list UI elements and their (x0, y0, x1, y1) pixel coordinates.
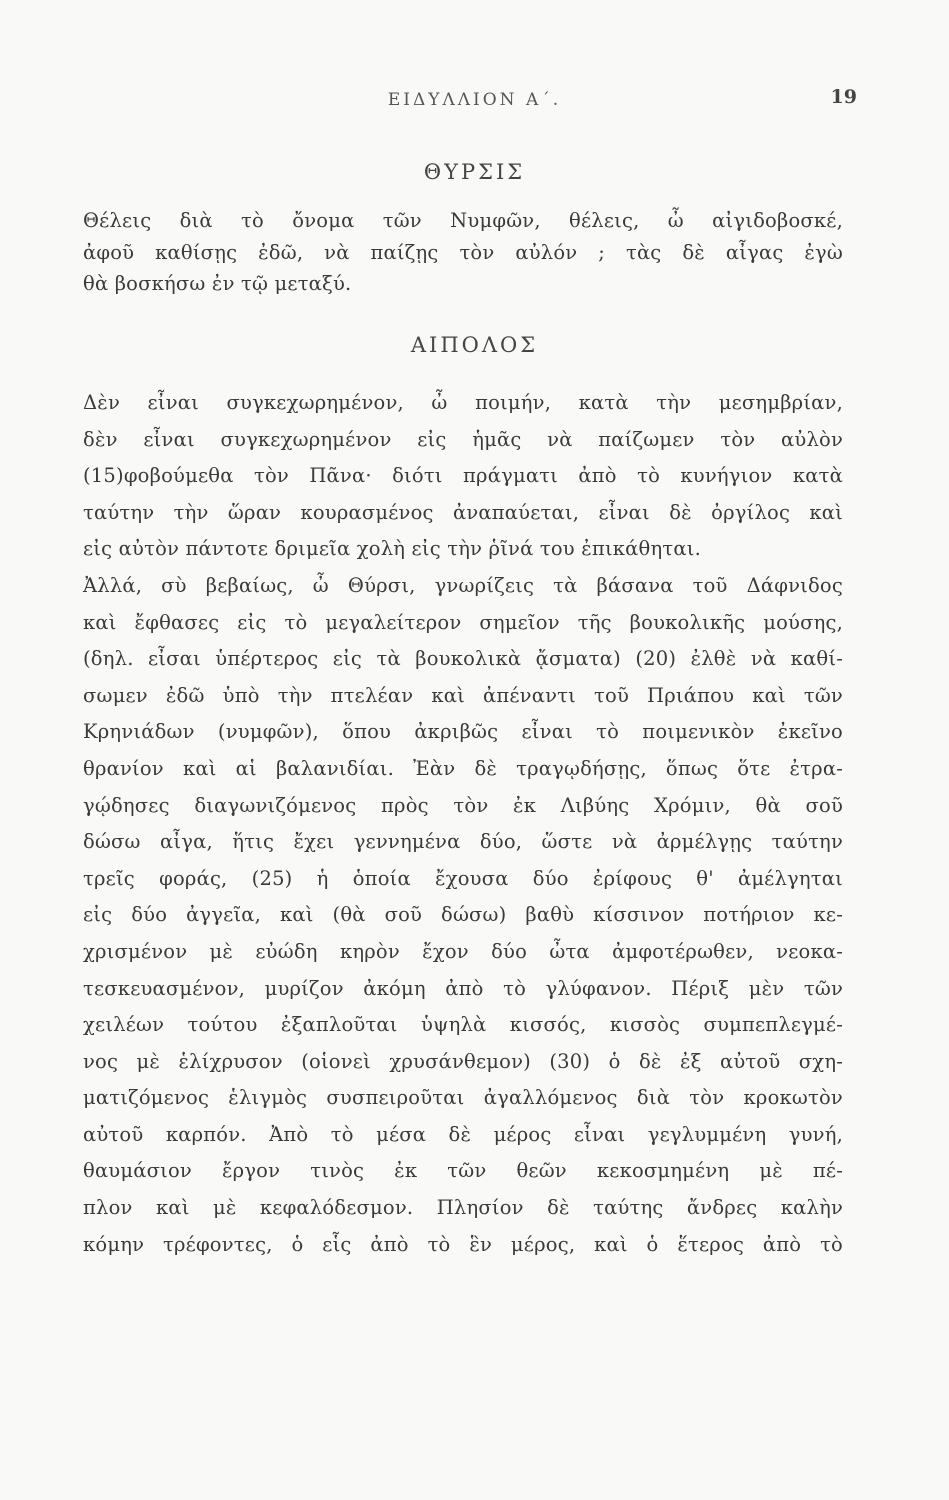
text-line: αὐτοῦ καρπόν. Ἀπὸ τὸ μέσα δὲ μέρος εἶναι γεγλυμμένη γυνή, (83, 1122, 843, 1146)
text-line: χρισμένον μὲ εὐώδη κηρὸν ἔχον δύο ὦτα ἀμφοτέρωθεν, νεοκα- (83, 939, 843, 963)
text-line: τρεῖς φοράς, (25) ἡ ὁποία ἔχουσα δύο ἐρίφους θ' ἀμέλγηται (83, 866, 843, 890)
text-line: εἰς δύο ἀγγεῖα, καὶ (θὰ σοῦ δώσω) βαθὺ κίσσινον ποτήριον κε- (83, 903, 843, 927)
text-line: δώσω αἶγα, ἥτις ἔχει γεννημένα δύο, ὥστε νὰ ἀρμέλγῃς ταύτην (83, 830, 843, 854)
text-line: (δηλ. εἶσαι ὑπέρτερος εἰς τὰ βουκολικὰ ᾄσματα) (20) ἐλθὲ νὰ καθί- (83, 647, 843, 671)
text-line: ταύτην τὴν ὥραν κουρασμένος ἀναπαύεται, εἶναι δὲ ὀργίλος καὶ (83, 500, 843, 524)
text-line: καὶ ἔφθασες εἰς τὸ μεγαλείτερον σημεῖον τῆς βουκολικῆς μούσης, (83, 610, 843, 634)
running-head: ΕΙΔΥΛΛΙΟΝ Α΄. (387, 90, 562, 110)
text-line: χειλέων τούτου ἐξαπλοῦται ὑψηλὰ κισσός, κισσὸς συμπεπλεγμέ- (83, 1013, 843, 1037)
text-line: θαυμάσιον ἔργον τινὸς ἐκ τῶν θεῶν κεκοσμημένη μὲ πέ- (83, 1159, 843, 1183)
text-line: Κρηνιάδων (νυμφῶν), ὅπου ἀκριβῶς εἶναι τὸ ποιμενικὸν ἐκεῖνο (83, 720, 843, 744)
speaker-heading-aipolos: ΑΙΠΟΛΟΣ (410, 333, 539, 357)
text-line: σωμεν ἐδῶ ὑπὸ τὴν πτελέαν καὶ ἀπέναντι τοῦ Πριάπου καὶ τῶν (83, 683, 843, 707)
text-line: θρανίον καὶ αἱ βαλανιδίαι. Ἐὰν δὲ τραγῳδήσῃς, ὅπως ὅτε ἐτρα- (83, 756, 843, 780)
text-line: (15)φοβούμεθα τὸν Πᾶνα· διότι πράγματι ἀπὸ τὸ κυνήγιον κατὰ (83, 464, 843, 488)
text-line: τεσκευασμένον, μυρίζον ἀκόμη ἀπὸ τὸ γλύφανον. Πέριξ μὲν τῶν (83, 976, 843, 1000)
speaker-heading-thyrsis: ΘΥΡΣΙΣ (423, 160, 526, 184)
text-line: νος μὲ ἑλίχρυσον (οἱονεὶ χρυσάνθεμον) (30) ὁ δὲ ἐξ αὐτοῦ σχη- (83, 1049, 843, 1073)
text-line: ματιζόμενος ἑλιγμὸς συσπειροῦται ἀγαλλόμενος διὰ τὸν κροκωτὸν (83, 1086, 843, 1110)
text-line: θὰ βοσκήσω ἐν τῷ μεταξύ. (83, 272, 352, 295)
text-line: δὲν εἶναι συγκεχωρημένον εἰς ἡμᾶς νὰ παίζωμεν τὸν αὐλὸν (83, 427, 843, 451)
page-number: 19 (830, 86, 857, 108)
text-line: Δὲν εἶναι συγκεχωρημένον, ὦ ποιμήν, κατὰ τὴν μεσημβρίαν, (83, 391, 843, 414)
text-line: πλον καὶ μὲ κεφαλόδεσμον. Πλησίον δὲ ταύτης ἄνδρες καλὴν (83, 1196, 843, 1220)
paragraph-aipolos (83, 385, 843, 1263)
text-line: ἀφοῦ καθίσῃς ἐδῶ, νὰ παίζῃς τὸν αὐλόν ; τὰς δὲ αἶγας ἐγὼ (83, 240, 843, 264)
text-line: εἰς αὐτὸν πάντοτε δριμεῖα χολὴ εἰς τὴν ῥῖνά του ἐπικάθηται. (83, 537, 701, 561)
text-line: γῴδησες διαγωνιζόμενος πρὸς τὸν ἐκ Λιβύης Χρόμιν, θὰ σοῦ (83, 793, 843, 817)
paragraph-thyrsis (83, 205, 843, 300)
text-line: κόμην τρέφοντες, ὁ εἷς ἀπὸ τὸ ἓν μέρος, καὶ ὁ ἕτερος ἀπὸ τὸ (83, 1232, 843, 1256)
text-line: Θέλεις διὰ τὸ ὄνομα τῶν Νυμφῶν, θέλεις, ὦ αἰγιδοβοσκέ, (83, 209, 843, 232)
text-line: Ἀλλά, σὺ βεβαίως, ὦ Θύρσι, γνωρίζεις τὰ βάσανα τοῦ Δάφνιδος (83, 573, 843, 597)
